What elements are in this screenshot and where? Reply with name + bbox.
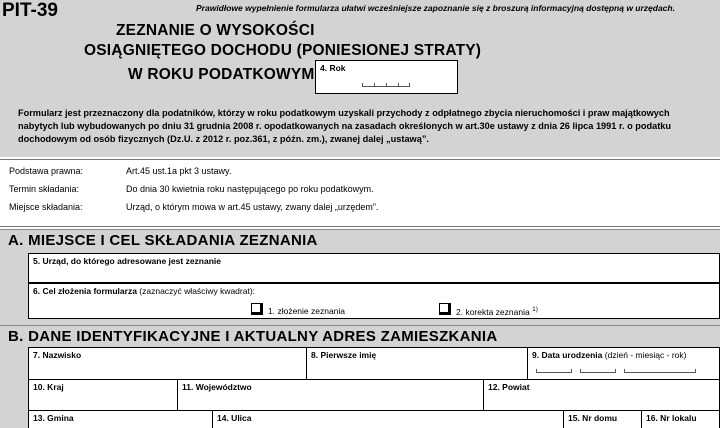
intro-text: Formularz jest przeznaczony dla podatników, którzy w roku podatkowym uzyskali przychody z odpłatnego zbycia nieruchomości i praw majątkowych nabytych lub wybudowanych po dniu 31 grudnia 2008 r. opodatkowanych na zasadach określonych w art.30e ustawy z dnia 26 lipca 1991 r. o podatku dochodowym od osób fizycznych (Dz.U. z 2012 r. poz.361, z późn. zm.), zwanej dalej „ustawą”. (18, 108, 672, 144)
purpose-label-text: 6. Cel złożenia formularza (33, 286, 137, 296)
province-field[interactable] (177, 379, 484, 411)
info-box (0, 159, 720, 227)
section-a-title: A. MIEJSCE I CEL SKŁADANIA ZEZNANIA (8, 232, 318, 249)
purpose-field (28, 283, 720, 319)
birth-date-hint: (dzień - miesiąc - rok) (604, 350, 687, 360)
year-field-label: 4. Rok (320, 63, 346, 73)
county-label: 12. Powiat (488, 382, 530, 392)
municipality-label: 13. Gmina (33, 413, 74, 423)
form-title-line1: ZEZNANIE O WYSOKOŚCI (116, 22, 315, 39)
purpose-label (33, 286, 255, 296)
birth-day-ticks (536, 369, 572, 373)
correction-checkbox[interactable] (439, 303, 449, 313)
section-a (0, 229, 720, 325)
apartment-number-label: 16. Nr lokalu (646, 413, 697, 423)
house-number-label: 15. Nr domu (568, 413, 618, 423)
house-number-field[interactable] (563, 410, 642, 428)
tax-office-field[interactable] (28, 253, 720, 283)
place-label: Miejsce składania: (9, 202, 83, 212)
section-b (0, 325, 720, 428)
deadline-label: Termin składania: (9, 184, 80, 194)
year-digit-ticks (362, 83, 410, 87)
tax-office-label: 5. Urząd, do którego adresowane jest zeznanie (33, 256, 221, 266)
correction-option-text: 2. korekta zeznania (456, 306, 530, 317)
place-value: Urząd, o którym mowa w art.45 ustawy, zwany dalej „urzędem”. (126, 202, 379, 212)
surname-field[interactable] (28, 347, 307, 380)
street-label: 14. Ulica (217, 413, 252, 423)
first-name-label: 8. Pierwsze imię (311, 350, 377, 360)
birth-year-ticks (624, 369, 696, 373)
birth-month-ticks (580, 369, 616, 373)
section-b-title: B. DANE IDENTYFIKACYJNE I AKTUALNY ADRES ZAMIESZKANIA (8, 328, 498, 345)
submit-return-option-label: 1. złożenie zeznania (268, 306, 346, 316)
legal-basis-label: Podstawa prawna: (9, 166, 84, 176)
apartment-number-field[interactable] (641, 410, 720, 428)
year-field[interactable] (315, 60, 458, 94)
info-row-legal-basis (9, 166, 231, 176)
surname-label: 7. Nazwisko (33, 350, 82, 360)
correction-footnote: 1) (532, 306, 538, 313)
birth-date-label-text: 9. Data urodzenia (532, 350, 603, 360)
birth-date-field[interactable] (527, 347, 720, 380)
first-name-field[interactable] (306, 347, 528, 380)
info-row-deadline (9, 184, 374, 194)
municipality-field[interactable] (28, 410, 213, 428)
correction-option-label (456, 306, 538, 317)
country-field[interactable] (28, 379, 178, 411)
form-code: PIT-39 (2, 0, 58, 21)
submit-return-checkbox[interactable] (251, 303, 261, 313)
country-label: 10. Kraj (33, 382, 64, 392)
info-row-place (9, 202, 378, 212)
form-title-line2: OSIĄGNIĘTEGO DOCHODU (PONIESIONEJ STRATY) (84, 42, 482, 59)
county-field[interactable] (483, 379, 720, 411)
top-note: Prawidłowe wypełnienie formularza ułatwi wcześniejsze zapoznanie się z broszurą informacyjną dostępną w urzędach. (196, 3, 675, 13)
street-field[interactable] (212, 410, 564, 428)
birth-date-label (532, 350, 686, 360)
purpose-hint: (zaznaczyć właściwy kwadrat): (139, 286, 256, 296)
province-label: 11. Województwo (182, 382, 252, 392)
legal-basis-value: Art.45 ust.1a pkt 3 ustawy. (126, 166, 232, 176)
deadline-value: Do dnia 30 kwietnia roku następującego po roku podatkowym. (126, 184, 374, 194)
form-title-line3: W ROKU PODATKOWYM (128, 66, 315, 83)
